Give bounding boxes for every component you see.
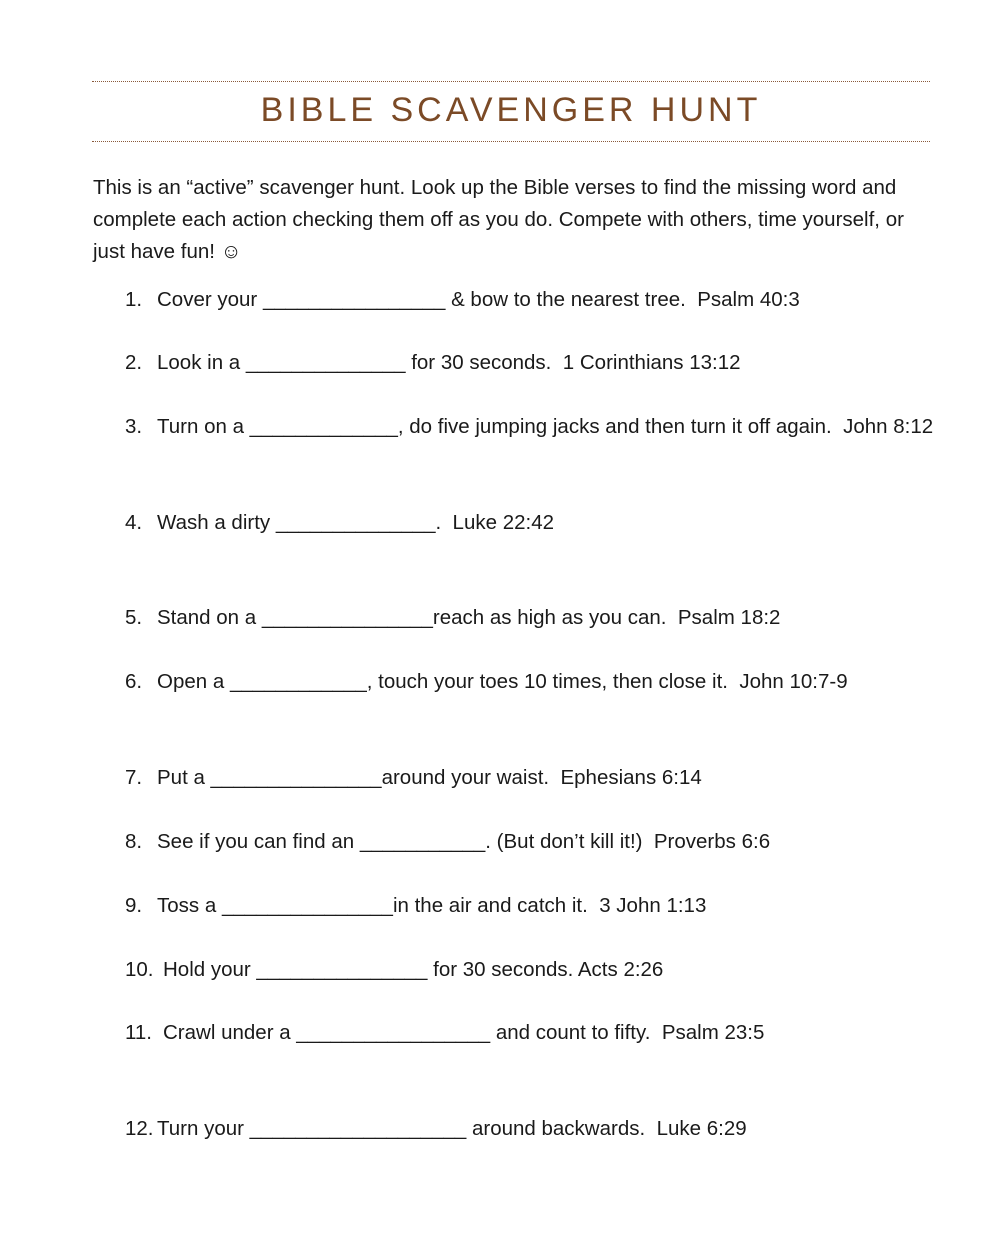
list-item xyxy=(125,954,935,986)
item-text: Wash a dirty ______________. Luke 22:42 xyxy=(157,511,555,534)
list-item xyxy=(125,602,935,634)
item-text: Open a ____________, touch your toes 10 times, then close it. John 10:7-9 xyxy=(157,670,848,693)
item-text: Put a _______________around your waist. Ephesians 6:14 xyxy=(157,766,702,789)
item-number: 1. xyxy=(125,288,143,311)
item-number: 6. xyxy=(125,670,143,693)
list-item xyxy=(125,1017,935,1049)
item-text: Cover your ________________ & bow to the nearest tree. Psalm 40:3 xyxy=(157,288,800,311)
item-text: Hold your _______________ for 30 seconds. Acts 2:26 xyxy=(163,958,664,981)
list-item xyxy=(125,347,935,379)
item-text: Stand on a _______________reach as high as you can. Psalm 18:2 xyxy=(157,606,781,629)
item-number: 11. xyxy=(125,1021,152,1044)
item-number: 12. xyxy=(125,1117,154,1140)
item-number: 8. xyxy=(125,830,143,853)
list-item xyxy=(125,1113,935,1145)
intro-paragraph: This is an “active” scavenger hunt. Look up the Bible verses to find the missing word and complete each action checking them off as you do. Compete with others, time yourself, or just have fun! ☺ xyxy=(93,176,904,263)
list-item xyxy=(125,666,935,698)
item-number: 3. xyxy=(125,415,143,438)
list-item xyxy=(125,507,935,539)
item-text: Crawl under a _________________ and count to fifty. Psalm 23:5 xyxy=(163,1021,765,1044)
item-number: 7. xyxy=(125,766,143,789)
bottom-dotted-rule xyxy=(92,141,930,142)
top-dotted-rule xyxy=(92,81,930,82)
item-text: Turn your ___________________ around backwards. Luke 6:29 xyxy=(157,1117,747,1140)
list-item xyxy=(125,890,935,922)
page-title: BIBLE SCAVENGER HUNT xyxy=(260,91,762,129)
item-text: Turn on a _____________, do five jumping jacks and then turn it off again. John 8:12 xyxy=(157,415,934,438)
item-number: 10. xyxy=(125,958,154,981)
item-text: See if you can find an ___________. (But don’t kill it!) Proverbs 6:6 xyxy=(157,830,771,853)
item-number: 2. xyxy=(125,351,143,374)
list-item xyxy=(125,826,935,858)
list-item xyxy=(125,762,935,794)
item-number: 9. xyxy=(125,894,143,917)
item-number: 5. xyxy=(125,606,143,629)
item-text: Toss a _______________in the air and catch it. 3 John 1:13 xyxy=(157,894,707,917)
item-number: 4. xyxy=(125,511,143,534)
list-item xyxy=(125,284,935,316)
list-item xyxy=(125,411,935,443)
item-text: Look in a ______________ for 30 seconds. 1 Corinthians 13:12 xyxy=(157,351,741,374)
